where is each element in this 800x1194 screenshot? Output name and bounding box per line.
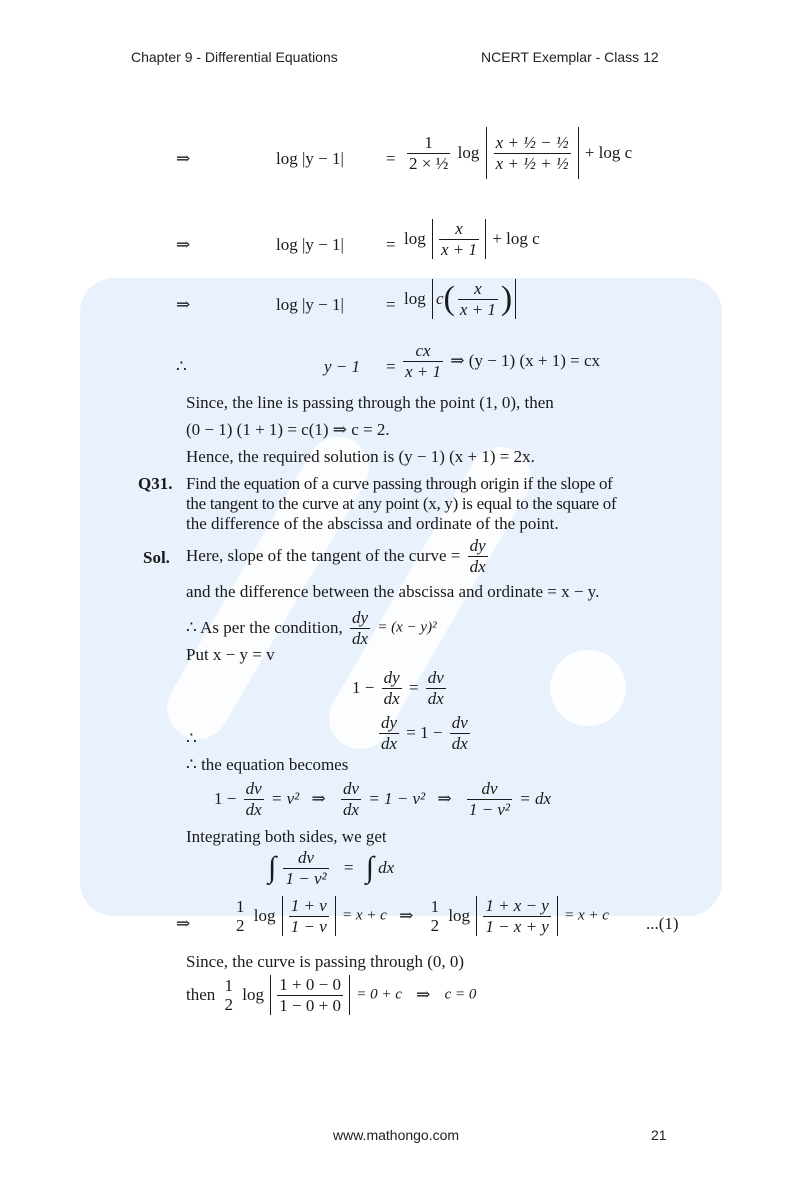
implies-symbol: ⇒ — [311, 789, 326, 809]
abs-fraction: $\frac{\text{x + ½ − ½}}{\text{x + ½ + ½}}$ — [495, 133, 569, 173]
log: log — [242, 985, 265, 1005]
equals: = — [386, 357, 396, 376]
absolute-value — [486, 127, 579, 179]
header-book: NCERT Exemplar - Class 12 — [481, 49, 659, 65]
implies-symbol: ⇒ — [176, 914, 191, 933]
therefore-symbol: ∴ — [186, 729, 197, 748]
absolute-value — [476, 896, 558, 936]
c-zero-line — [186, 975, 476, 1015]
integrating-line: Integrating both sides, we get — [186, 827, 387, 846]
solution-line-1 — [186, 536, 491, 576]
header-chapter: Chapter 9 - Differential Equations — [131, 49, 338, 65]
lhs: log |y − 1| — [276, 235, 344, 254]
absolute-value — [282, 896, 336, 936]
therefore-symbol: ∴ — [176, 357, 187, 376]
solution-label: Sol. — [143, 548, 170, 567]
rhs: = 1 − v² — [368, 789, 426, 809]
fraction: $\frac{cx}{x + 1}$ — [405, 341, 442, 381]
equation-label: ...(1) — [646, 914, 679, 933]
equals: = — [408, 678, 419, 698]
derivative-line — [352, 668, 449, 708]
log: log — [253, 906, 276, 926]
result: c = 0 — [444, 986, 477, 1003]
footer-website[interactable]: www.mathongo.com — [333, 1127, 460, 1143]
integral-symbol: ∫ — [268, 851, 277, 885]
implies-symbol: ⇒ — [399, 906, 414, 926]
implies-symbol: ⇒ — [176, 235, 191, 254]
rhs-tail: + log c — [492, 229, 540, 249]
line-substitution: (0 − 1) (1 + 1) = c(1) ⇒ c = 2. — [186, 420, 390, 439]
lhs: y − 1 — [324, 357, 361, 376]
footer-page-number: 21 — [651, 1127, 667, 1143]
equals: = — [406, 723, 416, 743]
abs-fraction: $\frac{1 + 0 - 0}{1 - 0 + 0}$ — [279, 975, 341, 1015]
lhs: log |y − 1| — [276, 295, 344, 314]
curve-point-line: Since, the curve is passing through (0, 0) — [186, 952, 465, 971]
condition-line — [186, 608, 437, 648]
rhs-tail: + log c — [584, 143, 633, 163]
equals: = — [386, 295, 396, 314]
equals: = — [386, 149, 396, 168]
rhs: = v² — [270, 789, 300, 809]
dy-dx-fraction: $\frac{dy}{dx}$ — [469, 536, 486, 576]
rhs: = x + c — [564, 907, 609, 924]
absolute-value — [432, 219, 486, 259]
dy-dx-fraction: $\frac{dy}{dx}$ — [381, 713, 398, 753]
question-line-1: Find the equation of a curve passing through origin if the slope of — [186, 474, 613, 493]
equals: = — [343, 858, 354, 878]
one-minus: 1 − — [420, 723, 443, 743]
half-fraction: 1 2 — [430, 896, 440, 936]
implies-symbol: ⇒ — [416, 985, 431, 1005]
implies-symbol: ⇒ — [450, 351, 465, 371]
absolute-value — [270, 975, 350, 1015]
implies-symbol: ⇒ — [176, 149, 191, 168]
question-line-3: the difference of the abscissa and ordinate of the point. — [186, 514, 559, 533]
one-minus: 1 − — [214, 789, 237, 809]
rhs: = (x − y)² — [377, 619, 437, 636]
abs-fraction: $\frac{x}{x + 1}$ — [459, 279, 496, 319]
implies-symbol: ⇒ — [176, 295, 191, 314]
rhs: = dx — [519, 789, 552, 809]
text: Here, slope of the tangent of the curve = — [186, 546, 461, 566]
integrand-fraction: $\frac{dv}{\text{1 − v²}}$ — [285, 848, 327, 888]
absolute-value: c( $\frac{x}{x + 1}$ ) — [432, 279, 516, 319]
line-solution: Hence, the required solution is (y − 1) (x + 1) = 2x. — [186, 447, 535, 466]
put-line: Put x − y = v — [186, 645, 275, 664]
coefficient-fraction: $\frac{1}{\text{2 × ½}}$ — [409, 133, 449, 173]
rhs: = 0 + c — [356, 986, 402, 1003]
log: log — [448, 906, 471, 926]
rhs: dx — [378, 858, 395, 878]
one-minus: 1 − — [352, 678, 375, 698]
abs-fraction: $\frac{x}{x + 1}$ — [440, 219, 478, 259]
abs-fraction: $\frac{1 + x - y}{1 - x + y}$ — [485, 896, 549, 936]
dv-dx-fraction: $\frac{dv}{dx}$ — [245, 779, 262, 819]
equation-becomes: ∴ the equation becomes — [186, 755, 349, 774]
dy-dx-fraction: $\frac{dy}{dx}$ — [351, 608, 369, 648]
question-line-2: the tangent to the curve at any point (x, y) is equal to the square of — [186, 494, 617, 513]
text: then — [186, 985, 216, 1005]
dv-dx-fraction: $\frac{dv}{dx}$ — [427, 668, 444, 708]
dy-dx-fraction: $\frac{dy}{dx}$ — [383, 668, 400, 708]
dv-fraction: $\frac{dv}{\text{1 − v²}}$ — [468, 779, 511, 819]
text: ∴ As per the condition, — [186, 618, 343, 638]
transformed-equation — [214, 779, 551, 819]
rhs: = x + c — [342, 907, 387, 924]
line-point: Since, the line is passing through the point (1, 0), then — [186, 393, 554, 412]
half-fraction: 1 2 — [236, 896, 245, 936]
log: log — [404, 289, 426, 309]
constant-c: c — [435, 289, 444, 309]
dv-dx-fraction: $\frac{dv}{dx}$ — [343, 779, 360, 819]
abs-fraction: $\frac{1 + v}{1 - v}$ — [290, 896, 327, 936]
log: log — [457, 143, 480, 163]
solution-line-2: and the difference between the abscissa and ordinate = x − y. — [186, 582, 600, 601]
question-label: Q31. — [138, 474, 173, 493]
half-fraction: 1 2 — [224, 975, 234, 1015]
equals: = — [386, 235, 396, 254]
integral-line — [268, 848, 394, 888]
lhs: log |y − 1| — [276, 149, 344, 168]
log: log — [404, 229, 426, 249]
rhs: (y − 1) (x + 1) = cx — [468, 351, 600, 371]
dv-dx-fraction: $\frac{dv}{dx}$ — [451, 713, 468, 753]
integral-symbol: ∫ — [365, 851, 374, 885]
implies-symbol: ⇒ — [437, 789, 452, 809]
